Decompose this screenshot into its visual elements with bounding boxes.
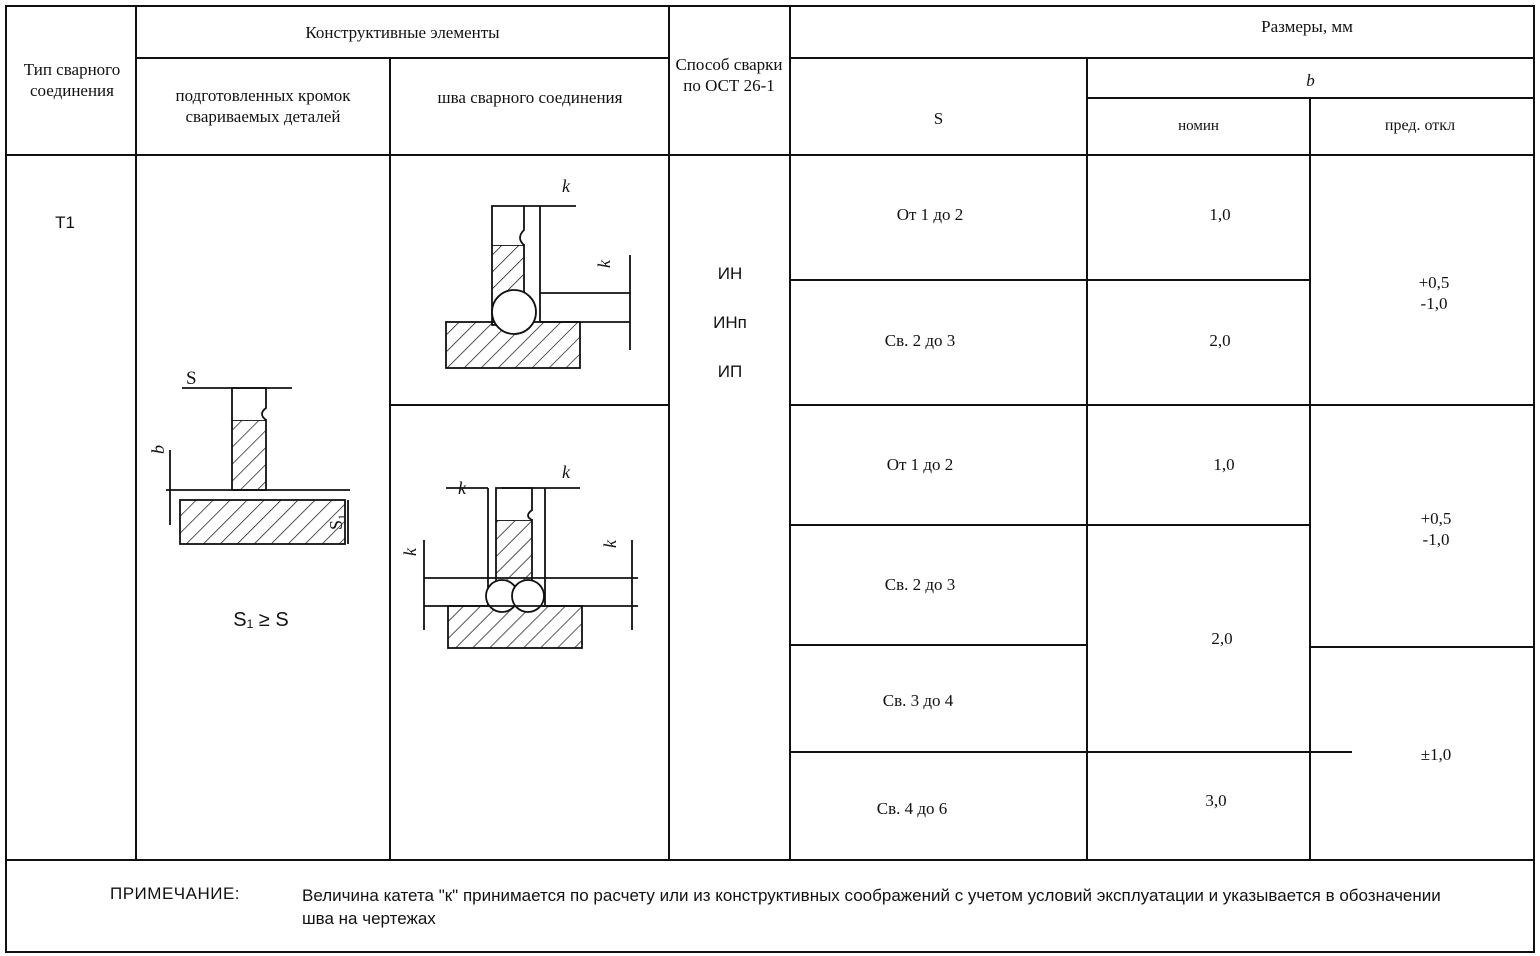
header-weld: шва сварного соединения bbox=[437, 87, 623, 107]
method-ip: ИП bbox=[717, 361, 743, 381]
method-inp: ИНп bbox=[713, 312, 747, 332]
dim-s-label: S bbox=[186, 368, 197, 389]
b-nominal-2: 2,0 bbox=[1209, 330, 1231, 350]
header-type: Тип сварного соединения bbox=[23, 60, 121, 100]
joint-type: Т1 bbox=[55, 212, 75, 232]
k-label-right-top: k bbox=[562, 462, 570, 482]
k-label-top: k bbox=[562, 176, 570, 196]
header-constructive: Конструктивные элементы bbox=[305, 22, 500, 42]
header-b: b bbox=[1306, 70, 1315, 90]
fillet-weld-drawing-one-side bbox=[446, 206, 630, 368]
k-label-right-bottom: k bbox=[600, 540, 620, 548]
header-method: Способ сварки по ОСТ 26-1 bbox=[675, 55, 783, 95]
k-label-left: k bbox=[400, 548, 420, 556]
b-deviation-3: ±1,0 bbox=[1420, 744, 1452, 764]
dim-s1-label: S₁ bbox=[326, 513, 346, 530]
k-label-right: k bbox=[594, 260, 614, 268]
k-label-left-top: k bbox=[458, 478, 466, 498]
prepared-edges-drawing bbox=[166, 388, 350, 544]
b-nominal-1: 1,0 bbox=[1209, 204, 1231, 224]
fillet-weld-drawing-two-side bbox=[424, 488, 638, 648]
s-range-2: Св. 2 до 3 bbox=[884, 330, 956, 350]
b-nominal-4: 2,0 bbox=[1211, 628, 1233, 648]
b-nominal-3: 1,0 bbox=[1213, 454, 1235, 474]
header-sizes: Размеры, мм bbox=[1261, 16, 1353, 36]
header-b-nominal: номин bbox=[1178, 117, 1219, 134]
s-range-6: Св. 4 до 6 bbox=[876, 798, 948, 818]
b-nominal-6: 3,0 bbox=[1205, 790, 1227, 810]
s-range-3: От 1 до 2 bbox=[886, 454, 954, 474]
b-deviation-2: +0,5 -1,0 bbox=[1420, 509, 1452, 549]
note-label: ПРИМЕЧАНИЕ: bbox=[110, 884, 241, 903]
s-range-5: Св. 3 до 4 bbox=[882, 690, 954, 710]
header-b-deviation: пред. откл bbox=[1384, 116, 1456, 134]
s-range-4: Св. 2 до 3 bbox=[884, 574, 956, 594]
method-in: ИН bbox=[717, 263, 743, 283]
note-text: Величина катета "к" принимается по расчету или из конструктивных соображений с учетом условий эксплуатации и указывается в обозначении шва на чертежах bbox=[302, 886, 1441, 928]
s-range-1: От 1 до 2 bbox=[896, 204, 964, 224]
thickness-condition: S₁ ≥ S bbox=[233, 608, 289, 631]
header-s: S bbox=[933, 108, 944, 128]
header-prepared-edges: подготовленных кромок свариваемых деталей bbox=[175, 86, 351, 126]
b-deviation-1: +0,5 -1,0 bbox=[1418, 273, 1450, 313]
dim-b-label: b bbox=[148, 445, 168, 454]
